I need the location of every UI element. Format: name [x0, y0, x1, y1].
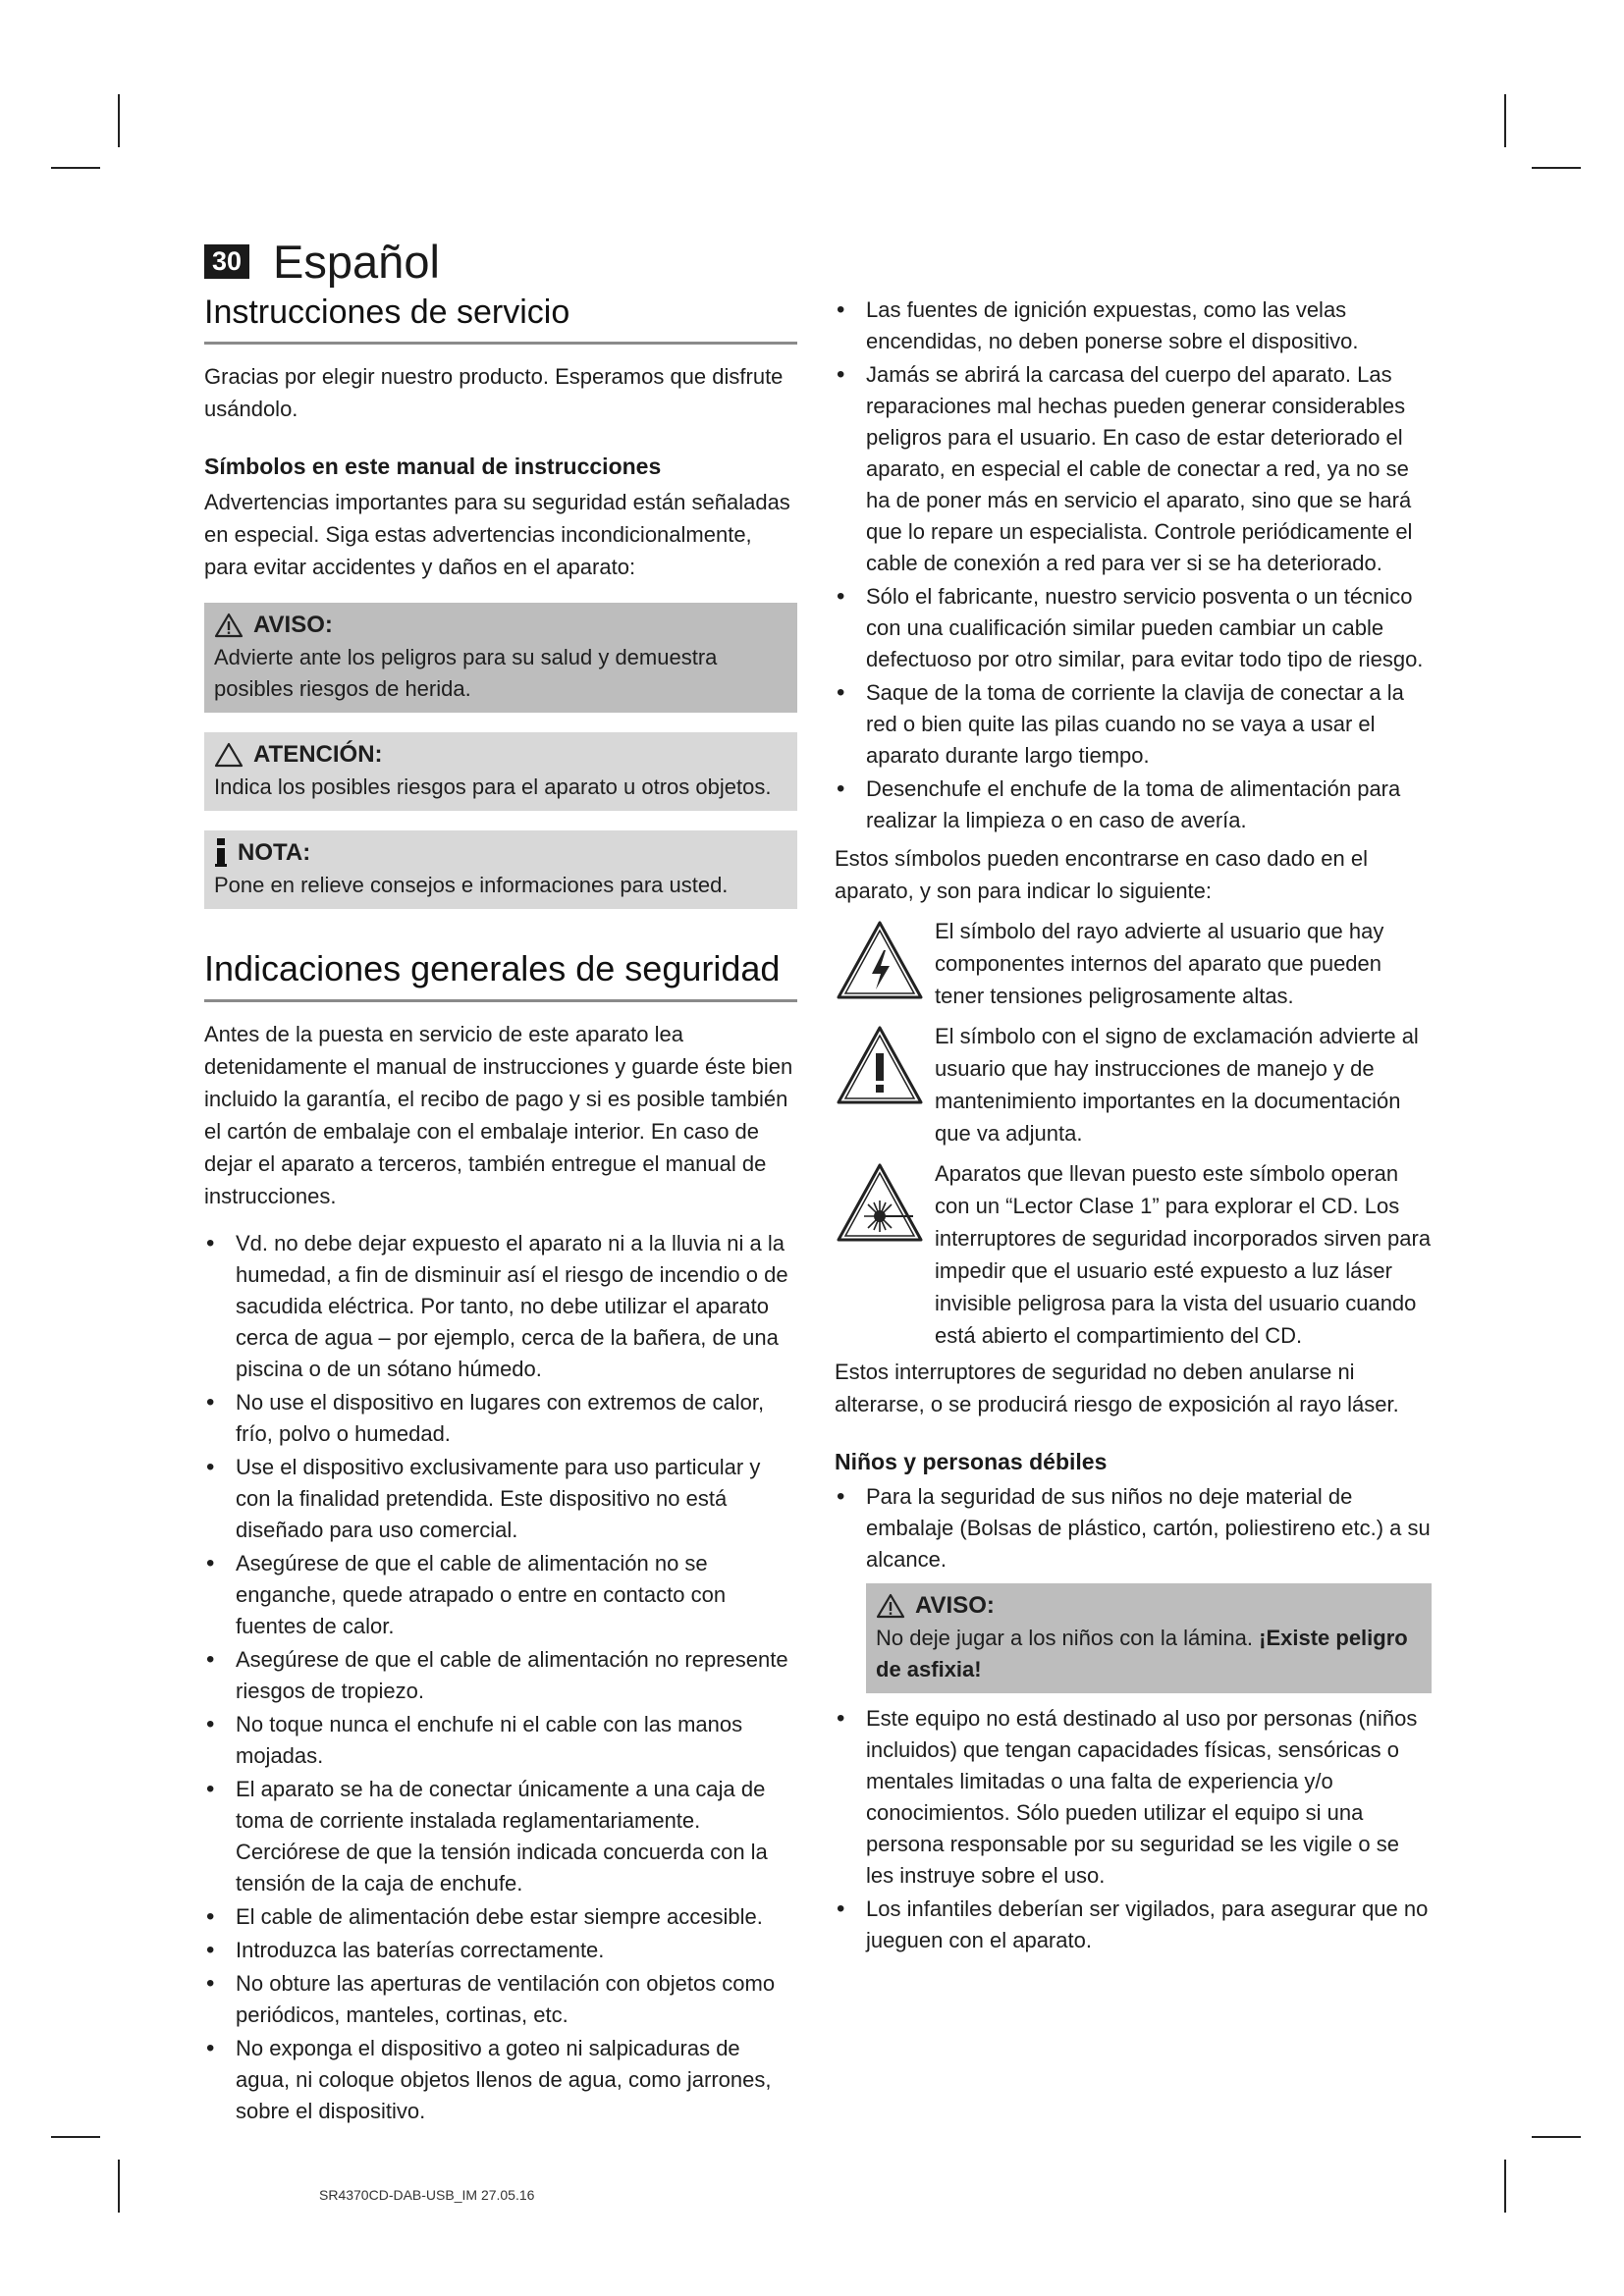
language-title: Español: [273, 235, 440, 288]
safety-title: Indicaciones generales de seguridad: [204, 946, 797, 1002]
safety-intro: Antes de la puesta en servicio de este aparato lea detenidamente el manual de instrucciones y guarde éste bien incluido la garantía, el recibo de pago y si es posible también el cartón de embalaje con el embalaje interior. En caso de dejar el aparato a terceros, también entregue el manual de instrucciones.: [204, 1022, 793, 1208]
atencion-title: ATENCIÓN:: [253, 741, 383, 768]
footer-text: SR4370CD-DAB-USB_IM 27.05.16: [319, 2187, 535, 2203]
list-item: • No exponga el dispositivo a goteo ni salpicaduras de agua, ni coloque objetos llenos de agua, como jarrones, sobre el dispositivo.: [204, 2033, 797, 2127]
list-item: • No toque nunca el enchufe ni el cable con las manos mojadas.: [204, 1709, 797, 1772]
nota-box: [204, 830, 797, 909]
nota-text: Pone en relieve consejos e informaciones para usted.: [214, 873, 729, 897]
caution-triangle-icon: [214, 742, 244, 768]
aviso-text-normal: No deje jugar a los niños con la lámina.: [876, 1626, 1260, 1650]
symbols-heading: Símbolos en este manual de instrucciones: [204, 454, 662, 479]
warning-triangle-icon: [876, 1593, 905, 1619]
list-item: • Vd. no debe dejar expuesto el aparato ni a la lluvia ni a la humedad, a fin de disminuir así el riesgo de incendio o de sacudida eléctrica. Por tanto, no debe utilizar el aparato cerca de agua – por ejemplo, cerca de la bañera, de una piscina o de un sótano húmedo.: [204, 1228, 797, 1385]
aviso-text-bold: ¡Existe peligro de asfixia!: [876, 1626, 1408, 1682]
exclamation-symbol-text: El símbolo con el signo de exclamación advierte al usuario que hay instrucciones de manejo y de mantenimiento importantes en la documentación que va adjunta.: [935, 1024, 1419, 1146]
atencion-box: [204, 732, 797, 811]
page-number: 30: [204, 244, 249, 279]
laser-symbol-text: Aparatos que llevan puesto este símbolo operan con un “Lector Clase 1” para explorar el CD. Los interruptores de seguridad incorporados sirven para impedir que el usuario esté expuesto a luz láser invisible peligrosa para la vista del usuario cuando está abierto el compartimiento del CD.: [935, 1161, 1432, 1348]
lightning-symbol-text: El símbolo del rayo advierte al usuario que hay componentes internos del aparato que pueden tener tensiones peligrosamente altas.: [935, 919, 1384, 1008]
crop-mark: [51, 167, 100, 169]
list-item: • El cable de alimentación debe estar siempre accesible.: [204, 1901, 797, 1933]
list-item: • Asegúrese de que el cable de alimentación no represente riesgos de tropiezo.: [204, 1644, 797, 1707]
lightning-symbol-row: [835, 915, 1432, 1012]
aviso-box: [204, 603, 797, 713]
section-title: Instrucciones de servicio: [204, 291, 797, 345]
left-column: [204, 291, 797, 2129]
list-item: • Introduzca las baterías correctamente.: [204, 1935, 797, 1966]
list-item: • No use el dispositivo en lugares con extremos de calor, frío, polvo o humedad.: [204, 1387, 797, 1450]
symbols-intro: Estos símbolos pueden encontrarse en caso dado en el aparato, y son para indicar lo siguiente:: [835, 846, 1369, 903]
exclamation-symbol-row: [835, 1020, 1432, 1149]
list-item: • Este equipo no está destinado al uso por personas (niños incluidos) que tengan capacidades físicas, sensóricas o mentales limitadas o una falta de experiencia y/o conocimientos. Sólo pueden utilizar el equipo si una persona responsable por su seguridad se les vigile o se les instruye sobre el uso.: [835, 1703, 1432, 1892]
list-item: • El aparato se ha de conectar únicamente a una caja de toma de corriente instalada reglamentariamente. Cerciórese de que la tensión indicada concuerda con la tensión de la caja de enchufe.: [204, 1774, 797, 1899]
lightning-warning-icon: [835, 919, 925, 1001]
list-item: • Saque de la toma de corriente la clavija de conectar a la red o bien quite las pilas cuando no se vaya a usar el aparato durante largo tiempo.: [835, 677, 1432, 772]
laser-symbol-row: [835, 1157, 1432, 1352]
switches-text: Estos interruptores de seguridad no deben anularse ni alterarse, o se producirá riesgo de exposición al rayo láser.: [835, 1360, 1399, 1416]
right-column: [835, 294, 1432, 1958]
list-item: • Desenchufe el enchufe de la toma de alimentación para realizar la limpieza o en caso de avería.: [835, 774, 1432, 836]
list-item: • No obture las aperturas de ventilación con objetos como periódicos, manteles, cortinas, etc.: [204, 1968, 797, 2031]
list-item: • Sólo el fabricante, nuestro servicio posventa o un técnico con una cualificación similar pueden cambiar un cable defectuoso por otro similar, para evitar todo tipo de riesgo.: [835, 581, 1432, 675]
aviso-title: AVISO:: [915, 1592, 995, 1619]
safety-list-continued: [835, 294, 1432, 836]
list-item: • Para la seguridad de sus niños no deje material de embalaje (Bolsas de plástico, cartón, poliestireno etc.) a su alcance.: [835, 1481, 1432, 1575]
safety-list: [204, 1228, 797, 2127]
list-item: • Asegúrese de que el cable de alimentación no se enganche, quede atrapado o entre en contacto con fuentes de calor.: [204, 1548, 797, 1642]
aviso-box-children: [866, 1583, 1432, 1693]
children-heading: Niños y personas débiles: [835, 1449, 1108, 1474]
page-header: [204, 234, 440, 289]
crop-mark: [1532, 2136, 1581, 2138]
crop-mark: [1532, 167, 1581, 169]
laser-warning-icon: [835, 1161, 925, 1244]
crop-mark: [118, 94, 120, 147]
warning-triangle-icon: [214, 613, 244, 638]
list-item: • Use el dispositivo exclusivamente para uso particular y con la finalidad pretendida. Este dispositivo no está diseñado para uso comercial.: [204, 1452, 797, 1546]
list-item: • Los infantiles deberían ser vigilados, para asegurar que no jueguen con el aparato.: [835, 1894, 1432, 1956]
capabilities-list: [835, 1703, 1432, 1956]
exclamation-warning-icon: [835, 1024, 925, 1106]
nota-title: NOTA:: [238, 839, 311, 866]
atencion-text: Indica los posibles riesgos para el aparato u otros objetos.: [214, 774, 772, 799]
list-item: • Jamás se abrirá la carcasa del cuerpo del aparato. Las reparaciones mal hechas pueden generar considerables peligros para el usuario. En caso de estar deteriorado el aparato, en especial el cable de conectar a red, ya no se ha de poner más en servicio el aparato, sino que se hará que lo repare un especialista. Controle periódicamente el cable de conexión a red para ver si se ha deteriorado.: [835, 359, 1432, 579]
aviso-title: AVISO:: [253, 612, 333, 638]
crop-mark: [1504, 94, 1506, 147]
intro-text: Gracias por elegir nuestro producto. Esperamos que disfrute usándolo.: [204, 364, 784, 421]
aviso-text: Advierte ante los peligros para su salud y demuestra posibles riesgos de herida.: [214, 645, 718, 701]
crop-mark: [118, 2160, 120, 2213]
list-item: • Las fuentes de ignición expuestas, como las velas encendidas, no deben ponerse sobre el dispositivo.: [835, 294, 1432, 357]
children-list: [835, 1481, 1432, 1575]
symbols-text: Advertencias importantes para su seguridad están señaladas en especial. Siga estas advertencias incondicionalmente, para evitar accidentes y daños en el aparato:: [204, 490, 790, 579]
info-icon: [214, 838, 228, 868]
aviso-text: [876, 1623, 1422, 1685]
crop-mark: [1504, 2160, 1506, 2213]
crop-mark: [51, 2136, 100, 2138]
